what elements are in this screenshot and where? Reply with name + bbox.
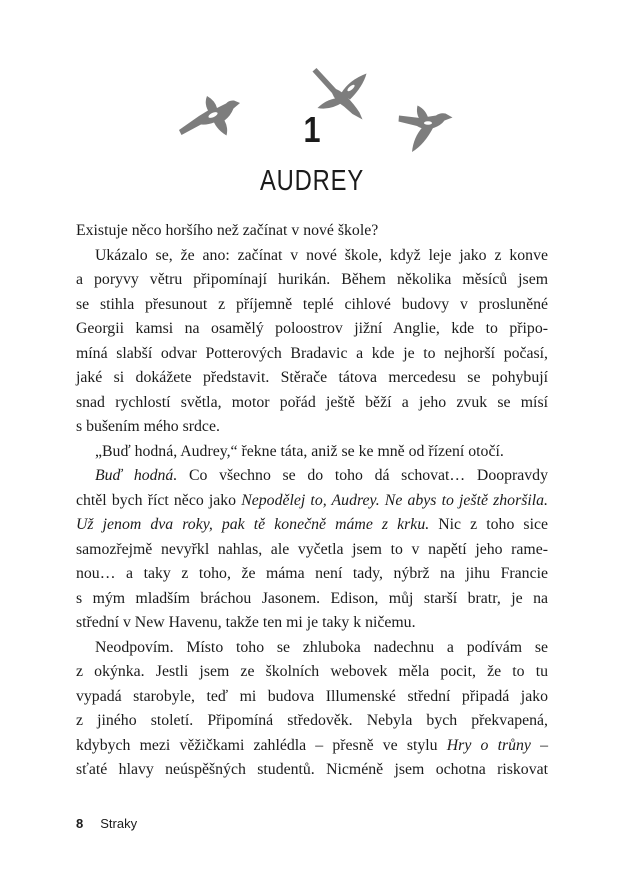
text-line: s mým mladším bráchou Jasonem. Edison, můj starší bratr, je na: [76, 589, 548, 607]
magpie-wing: [318, 98, 343, 109]
paragraph: [76, 244, 548, 440]
body-text: [76, 219, 548, 783]
text-line: Georgii kamsi na osamělý poloostrov jižní Anglie, kde to připo-: [76, 320, 548, 337]
text-line: jaké si dokážete představit. Stěrače tátova mercedesu se pohybují: [76, 369, 548, 386]
text-line: snad rychlostí světla, motor pořád ještě běží a jeho zvuk se mísí: [76, 393, 548, 411]
emphasis-text: Už jenom dva roky, pak tě konečně máme z krku.: [76, 516, 430, 533]
text-segment: kdybych mezi věžičkami zahlédla – přesně ve stylu: [76, 736, 447, 754]
running-title: Straky: [100, 816, 138, 831]
text-line: Existuje něco horšího než začínat v nové škole?: [76, 222, 379, 239]
text-line: míná slabší odvar Potterových Bradavic a kde je to nejhorší počasí,: [76, 344, 548, 362]
text-line: [76, 464, 548, 489]
paragraph: [76, 219, 548, 244]
text-line: z jiného století. Připomíná středověk. Nebyla bych překvapená,: [76, 712, 548, 729]
chapter-number: 1: [303, 109, 321, 150]
paragraph: [76, 636, 548, 783]
text-line: „Buď hodná, Audrey,“ řekne táta, aniž se ke mně od řízení otočí.: [95, 442, 504, 460]
text-line: vypadá starobyle, teď mi budova Illumenské střední připadá jako: [76, 687, 548, 705]
paragraph: [76, 440, 548, 465]
text-line: s bušením mého srdce.: [76, 418, 220, 435]
text-line: z okýnka. Jestli jsem ze školních webovek měla pocit, že to tu: [76, 663, 548, 680]
text-segment: Co všechno se do toho dá schovat… Doopravdy: [177, 467, 548, 484]
text-line: Neodpovím. Místo toho se zhluboka nadechnu a podívám se: [95, 638, 548, 656]
text-line: [76, 513, 548, 538]
text-line: se stihla přesunout z příjemně teplé cihlové budovy v prosluněné: [76, 295, 548, 313]
page-footer: [76, 816, 137, 832]
text-line: střední v New Havenu, takže ten mi je taky k ničemu.: [76, 614, 416, 631]
text-line: Ukázalo se, že ano: začínat v nové škole, když leje jako z konve: [95, 246, 548, 264]
text-segment: Nic z toho sice: [429, 516, 548, 533]
text-segment: –: [530, 736, 548, 754]
text-line: samozřejmě nevyřkl nahlas, ale vyčetla jsem to v napětí jeho rame-: [76, 540, 548, 558]
chapter-title: AUDREY: [259, 165, 365, 197]
page-number: 8: [76, 816, 84, 831]
text-line: nou… a taky z toho, že máma není tady, nýbrž na jihu Francie: [76, 565, 548, 582]
emphasis-text: Hry o trůny: [446, 736, 531, 754]
text-line: a poryvy větru připomínají hurikán. Během několika měsíců jsem: [76, 271, 548, 288]
text-line: sťaté hlavy neúspěšných studentů. Nicméně jsem ochotna riskovat: [76, 761, 548, 778]
text-segment: chtěl bych říct něco jako: [76, 491, 242, 509]
emphasis-text: Nepodělej to, Audrey. Ne abys to ještě zhoršila.: [241, 491, 548, 509]
text-line: [76, 489, 548, 514]
text-line: [76, 734, 548, 759]
paragraph: [76, 464, 548, 636]
emphasis-text: Buď hodná.: [95, 467, 178, 484]
